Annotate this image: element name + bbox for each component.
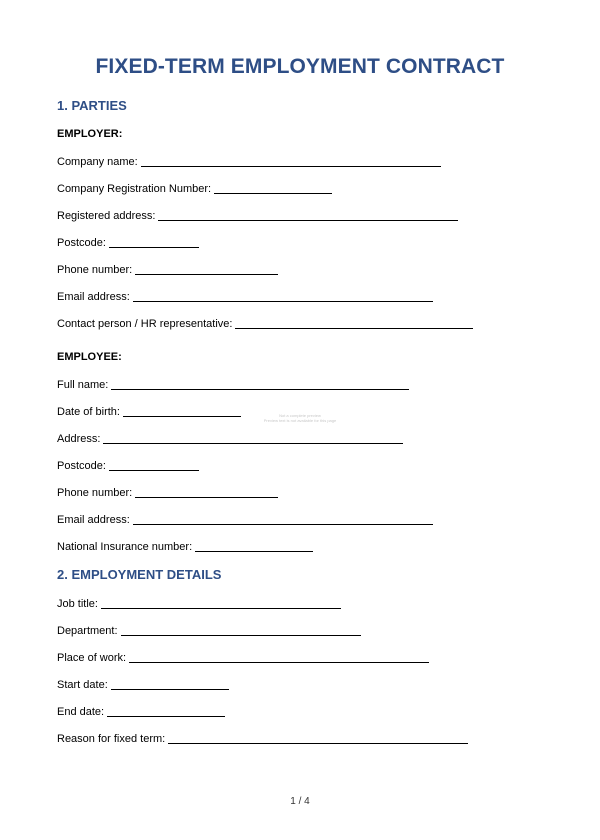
- fill-in-line[interactable]: [111, 378, 409, 390]
- field-label: Company name:: [57, 156, 138, 168]
- fill-in-line[interactable]: [195, 540, 313, 552]
- fill-in-line[interactable]: [158, 209, 458, 221]
- employer-subheading: EMPLOYER:: [57, 128, 123, 140]
- employer-postcode-field[interactable]: [57, 236, 199, 250]
- reason-for-fixed-term-field[interactable]: [57, 732, 468, 746]
- company-registration-number-field[interactable]: [57, 182, 332, 196]
- date-of-birth-field[interactable]: [57, 405, 241, 419]
- full-name-field[interactable]: [57, 378, 409, 392]
- document-title: FIXED-TERM EMPLOYMENT CONTRACT: [95, 55, 505, 78]
- field-label: Email address:: [57, 514, 130, 526]
- employer-phone-number-field[interactable]: [57, 263, 278, 277]
- field-label: Postcode:: [57, 237, 106, 249]
- employee-phone-number-field[interactable]: [57, 486, 278, 500]
- fill-in-line[interactable]: [111, 678, 229, 690]
- job-title-field[interactable]: [57, 597, 341, 611]
- field-label: Full name:: [57, 379, 109, 391]
- fill-in-line[interactable]: [133, 513, 433, 525]
- field-label: Job title:: [57, 598, 98, 610]
- fill-in-line[interactable]: [107, 705, 225, 717]
- preview-notice-line: Preview text is not available for this page: [263, 418, 337, 423]
- fill-in-line[interactable]: [103, 432, 403, 444]
- employer-email-address-field[interactable]: [57, 290, 433, 304]
- department-field[interactable]: [57, 624, 361, 638]
- fill-in-line[interactable]: [133, 290, 433, 302]
- field-label: Department:: [57, 625, 118, 637]
- field-label: Email address:: [57, 291, 130, 303]
- national-insurance-number-field[interactable]: [57, 540, 313, 554]
- fill-in-line[interactable]: [109, 459, 199, 471]
- fill-in-line[interactable]: [109, 236, 199, 248]
- field-label: National Insurance number:: [57, 541, 193, 553]
- employee-subheading: EMPLOYEE:: [57, 351, 122, 363]
- employee-address-field[interactable]: [57, 432, 403, 446]
- fill-in-line[interactable]: [141, 155, 441, 167]
- field-label: Phone number:: [57, 264, 133, 276]
- preview-notice: [240, 413, 360, 423]
- start-date-field[interactable]: [57, 678, 229, 692]
- field-label: Reason for fixed term:: [57, 733, 166, 745]
- field-label: Date of birth:: [57, 406, 120, 418]
- fill-in-line[interactable]: [121, 624, 361, 636]
- fill-in-line[interactable]: [235, 317, 473, 329]
- field-label: Phone number:: [57, 487, 133, 499]
- registered-address-field[interactable]: [57, 209, 458, 223]
- section-heading-parties: 1. PARTIES: [57, 98, 127, 113]
- company-name-field[interactable]: [57, 155, 441, 169]
- end-date-field[interactable]: [57, 705, 225, 719]
- contact-person-field[interactable]: [57, 317, 473, 331]
- employee-email-address-field[interactable]: [57, 513, 433, 527]
- field-label: End date:: [57, 706, 105, 718]
- field-label: Place of work:: [57, 652, 127, 664]
- place-of-work-field[interactable]: [57, 651, 429, 665]
- page-number: 1 / 4: [290, 796, 310, 807]
- field-label: Registered address:: [57, 210, 156, 222]
- fill-in-line[interactable]: [168, 732, 468, 744]
- fill-in-line[interactable]: [123, 405, 241, 417]
- fill-in-line[interactable]: [101, 597, 341, 609]
- fill-in-line[interactable]: [214, 182, 332, 194]
- field-label: Contact person / HR representative:: [57, 318, 233, 330]
- field-label: Postcode:: [57, 460, 106, 472]
- field-label: Company Registration Number:: [57, 183, 212, 195]
- fill-in-line[interactable]: [135, 263, 278, 275]
- section-heading-employment-details: 2. EMPLOYMENT DETAILS: [57, 567, 222, 582]
- field-label: Start date:: [57, 679, 108, 691]
- employee-postcode-field[interactable]: [57, 459, 199, 473]
- fill-in-line[interactable]: [129, 651, 429, 663]
- fill-in-line[interactable]: [135, 486, 278, 498]
- field-label: Address:: [57, 433, 101, 445]
- preview-notice-line: Not a complete preview: [279, 413, 321, 418]
